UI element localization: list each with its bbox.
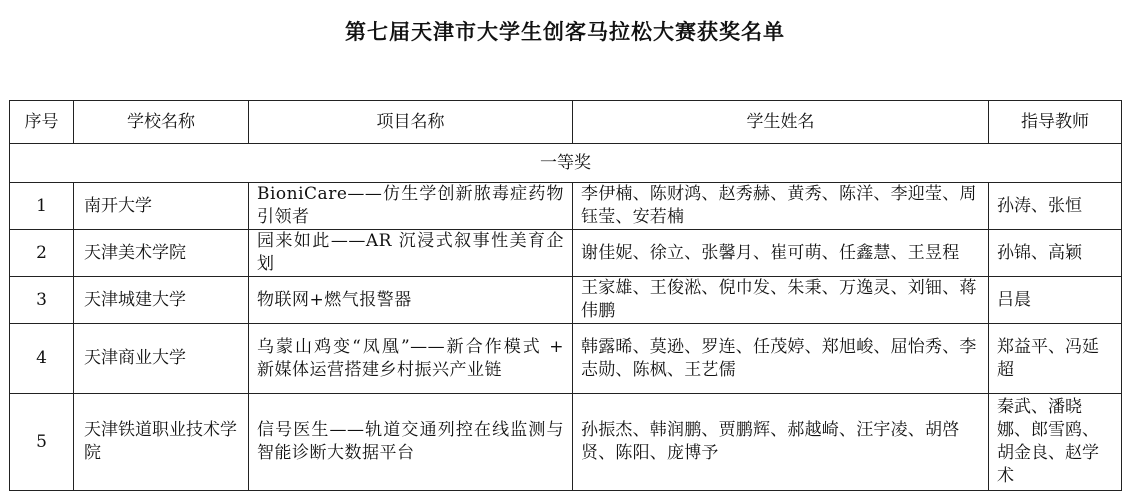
row-project: 园来如此——AR 沉浸式叙事性美育企划 [249, 230, 573, 277]
row-num: 2 [10, 230, 74, 277]
row-school: 天津美术学院 [74, 230, 249, 277]
row-teacher: 孙涛、张恒 [989, 183, 1122, 230]
header-teacher: 指导教师 [989, 101, 1122, 144]
page-title: 第七届天津市大学生创客马拉松大赛获奖名单 [345, 20, 785, 44]
row-students: 谢佳妮、徐立、张馨月、崔可萌、任鑫慧、王昱程 [573, 230, 989, 277]
header-school: 学校名称 [74, 101, 249, 144]
table-header-row [10, 101, 1122, 144]
awards-table [9, 100, 1122, 491]
row-school: 天津铁道职业技术学院 [74, 394, 249, 491]
row-teacher: 吕晨 [989, 277, 1122, 324]
row-school: 南开大学 [74, 183, 249, 230]
row-num: 5 [10, 394, 74, 491]
category-row [10, 144, 1122, 183]
row-students: 孙振杰、韩润鹏、贾鹏辉、郝越崎、汪宇凌、胡啓贤、陈阳、庞博予 [573, 394, 989, 491]
row-num: 4 [10, 324, 74, 394]
row-project: 物联网+燃气报警器 [249, 277, 573, 324]
row-project: BioniCare——仿生学创新脓毒症药物引领者 [249, 183, 573, 230]
row-students: 韩露晞、莫逊、罗连、任茂婷、郑旭峻、屈怡秀、李志勋、陈枫、王艺儒 [573, 324, 989, 394]
header-project: 项目名称 [249, 101, 573, 144]
row-teacher: 孙锦、高颖 [989, 230, 1122, 277]
header-students: 学生姓名 [573, 101, 989, 144]
row-project: 信号医生——轨道交通列控在线监测与智能诊断大数据平台 [249, 394, 573, 491]
header-num: 序号 [10, 101, 74, 144]
table-row [10, 183, 1122, 230]
row-num: 1 [10, 183, 74, 230]
table-row [10, 230, 1122, 277]
row-teacher: 郑益平、冯延超 [989, 324, 1122, 394]
row-students: 王家雄、王俊淞、倪巾发、朱秉、万逸灵、刘钿、蒋伟鹏 [573, 277, 989, 324]
table-row [10, 277, 1122, 324]
row-num: 3 [10, 277, 74, 324]
table-row [10, 324, 1122, 394]
row-teacher: 秦武、潘晓娜、郎雪鸥、胡金良、赵学术 [989, 394, 1122, 491]
row-students: 李伊楠、陈财鸿、赵秀赫、黄秀、陈洋、李迎莹、周钰莹、安若楠 [573, 183, 989, 230]
category-label: 一等奖 [10, 144, 1122, 183]
table-row [10, 394, 1122, 491]
row-project: 乌蒙山鸡变“凤凰”——新合作模式 + 新媒体运营搭建乡村振兴产业链 [249, 324, 573, 394]
row-school: 天津城建大学 [74, 277, 249, 324]
row-school: 天津商业大学 [74, 324, 249, 394]
